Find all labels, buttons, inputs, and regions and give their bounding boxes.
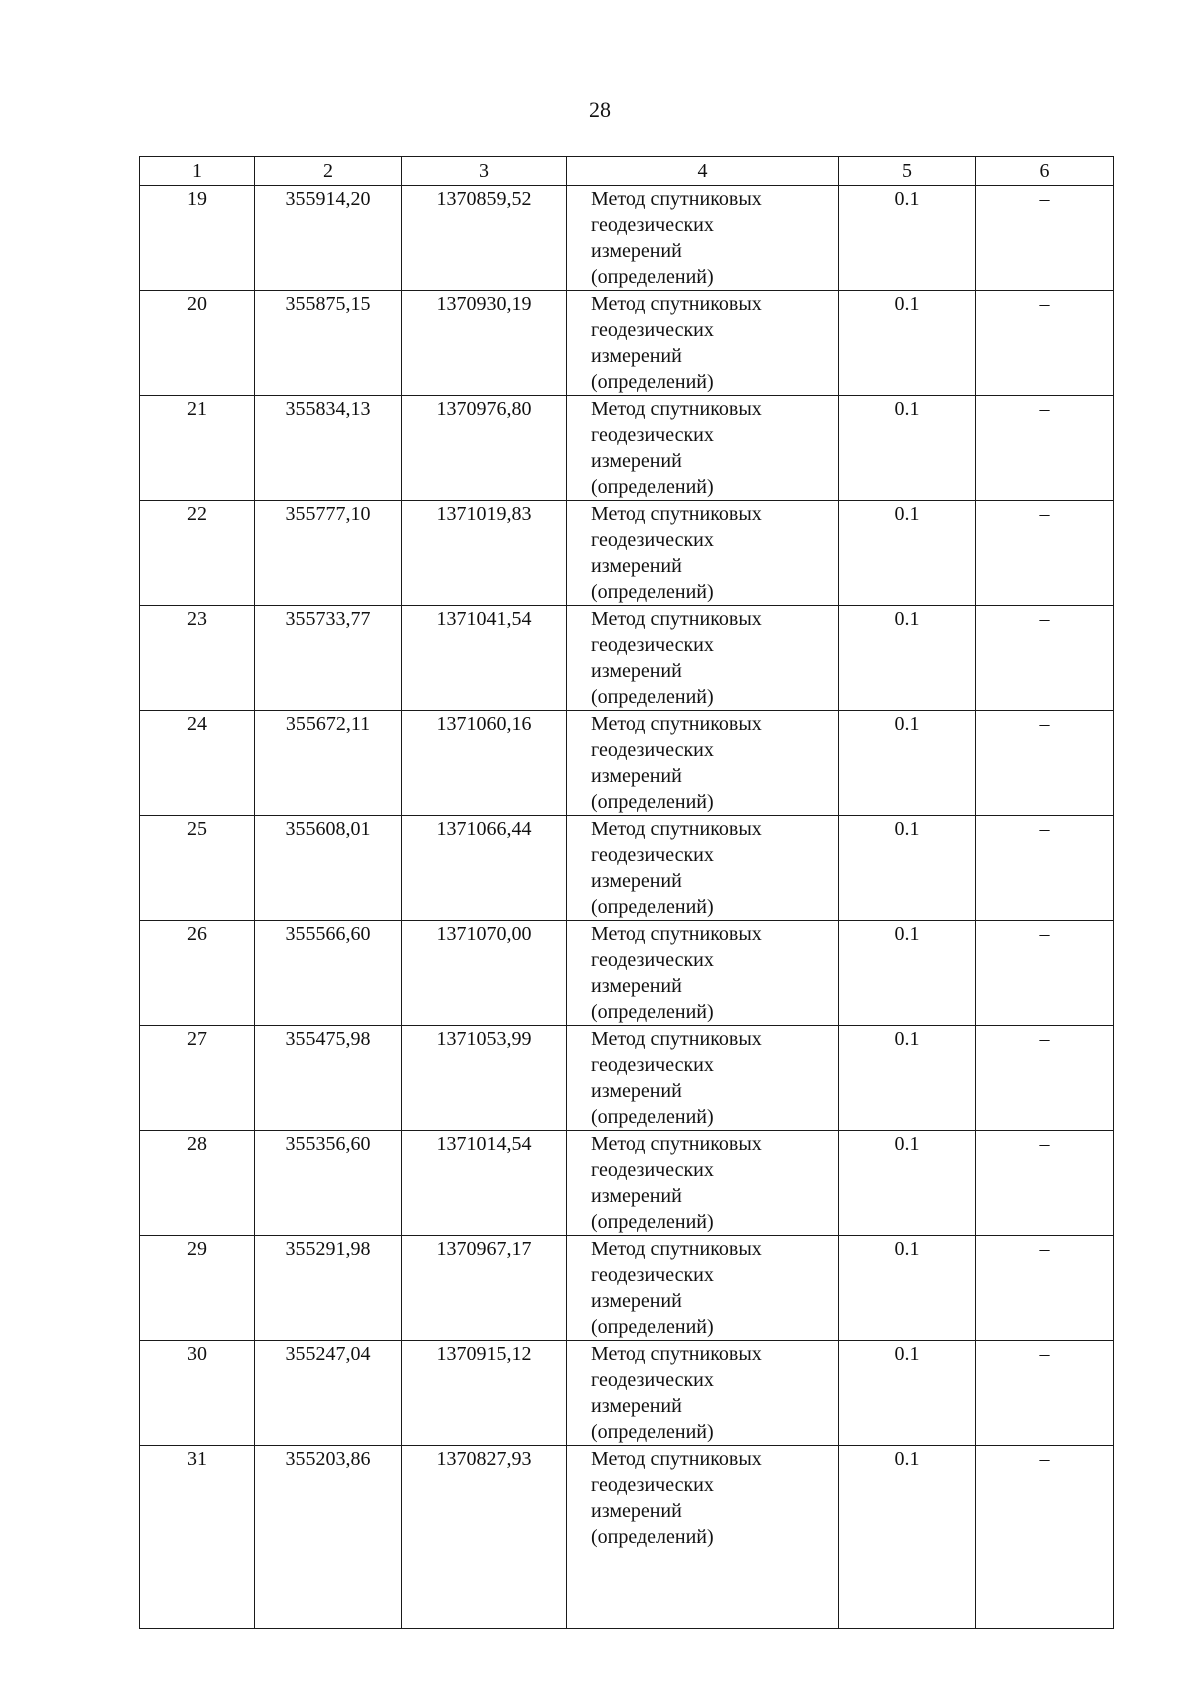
method-line: геодезических (591, 1474, 714, 1496)
method-line: геодезических (591, 949, 714, 971)
note-cell: – (976, 501, 1114, 606)
table-header-row (140, 157, 1114, 186)
point-number-cell: 22 (140, 501, 255, 606)
y-coordinate-cell: 1371014,54 (402, 1131, 567, 1236)
method-line: измерений (591, 1500, 682, 1522)
y-coordinate-cell: 1371066,44 (402, 816, 567, 921)
method-line: (определений) (591, 1526, 714, 1548)
note-cell: – (976, 1026, 1114, 1131)
coordinates-table (139, 156, 1114, 1629)
method-line: геодезических (591, 1054, 714, 1076)
method-line: (определений) (591, 686, 714, 708)
method-line: Метод спутниковых (591, 1448, 762, 1470)
table-row (140, 711, 1114, 816)
point-number-cell: 26 (140, 921, 255, 1026)
note-cell: – (976, 816, 1114, 921)
x-coordinate-cell: 355672,11 (255, 711, 402, 816)
method-line: Метод спутниковых (591, 923, 762, 945)
accuracy-cell: 0.1 (839, 921, 976, 1026)
y-coordinate-cell: 1371070,00 (402, 921, 567, 1026)
table-row (140, 1341, 1114, 1446)
point-number-cell: 21 (140, 396, 255, 501)
method-line: геодезических (591, 214, 714, 236)
column-header: 5 (839, 157, 976, 186)
method-cell (567, 291, 839, 396)
table-row (140, 1446, 1114, 1629)
x-coordinate-cell: 355875,15 (255, 291, 402, 396)
method-line: измерений (591, 975, 682, 997)
column-header: 3 (402, 157, 567, 186)
method-cell (567, 186, 839, 291)
point-number-cell: 29 (140, 1236, 255, 1341)
method-line: (определений) (591, 896, 714, 918)
method-line: геодезических (591, 424, 714, 446)
method-line: (определений) (591, 791, 714, 813)
y-coordinate-cell: 1370976,80 (402, 396, 567, 501)
column-header: 1 (140, 157, 255, 186)
method-line: (определений) (591, 1421, 714, 1443)
x-coordinate-cell: 355356,60 (255, 1131, 402, 1236)
method-line: (определений) (591, 1211, 714, 1233)
y-coordinate-cell: 1371019,83 (402, 501, 567, 606)
method-line: измерений (591, 450, 682, 472)
column-header: 4 (567, 157, 839, 186)
table-row (140, 186, 1114, 291)
method-cell (567, 1236, 839, 1341)
method-line: геодезических (591, 1369, 714, 1391)
accuracy-cell: 0.1 (839, 396, 976, 501)
method-line: Метод спутниковых (591, 608, 762, 630)
x-coordinate-cell: 355203,86 (255, 1446, 402, 1629)
x-coordinate-cell: 355566,60 (255, 921, 402, 1026)
y-coordinate-cell: 1370827,93 (402, 1446, 567, 1629)
method-line: (определений) (591, 476, 714, 498)
method-cell (567, 921, 839, 1026)
y-coordinate-cell: 1370915,12 (402, 1341, 567, 1446)
note-cell: – (976, 606, 1114, 711)
y-coordinate-cell: 1370859,52 (402, 186, 567, 291)
table-row (140, 921, 1114, 1026)
method-line: Метод спутниковых (591, 398, 762, 420)
y-coordinate-cell: 1371053,99 (402, 1026, 567, 1131)
x-coordinate-cell: 355733,77 (255, 606, 402, 711)
note-cell: – (976, 291, 1114, 396)
table-row (140, 606, 1114, 711)
method-line: измерений (591, 1185, 682, 1207)
method-line: Метод спутниковых (591, 1133, 762, 1155)
point-number-cell: 19 (140, 186, 255, 291)
method-line: измерений (591, 555, 682, 577)
table-row (140, 501, 1114, 606)
accuracy-cell: 0.1 (839, 606, 976, 711)
method-line: геодезических (591, 1264, 714, 1286)
column-header: 6 (976, 157, 1114, 186)
point-number-cell: 23 (140, 606, 255, 711)
method-line: Метод спутниковых (591, 1343, 762, 1365)
accuracy-cell: 0.1 (839, 291, 976, 396)
table-row (140, 816, 1114, 921)
x-coordinate-cell: 355608,01 (255, 816, 402, 921)
method-line: (определений) (591, 1001, 714, 1023)
accuracy-cell: 0.1 (839, 1131, 976, 1236)
x-coordinate-cell: 355834,13 (255, 396, 402, 501)
method-line: геодезических (591, 739, 714, 761)
accuracy-cell: 0.1 (839, 1236, 976, 1341)
note-cell: – (976, 396, 1114, 501)
table-row (140, 396, 1114, 501)
method-line: геодезических (591, 1159, 714, 1181)
point-number-cell: 30 (140, 1341, 255, 1446)
accuracy-cell: 0.1 (839, 186, 976, 291)
accuracy-cell: 0.1 (839, 1026, 976, 1131)
y-coordinate-cell: 1370967,17 (402, 1236, 567, 1341)
x-coordinate-cell: 355475,98 (255, 1026, 402, 1131)
method-cell (567, 501, 839, 606)
method-cell (567, 1026, 839, 1131)
note-cell: – (976, 921, 1114, 1026)
column-header: 2 (255, 157, 402, 186)
method-line: измерений (591, 345, 682, 367)
method-line: (определений) (591, 371, 714, 393)
method-cell (567, 606, 839, 711)
method-cell (567, 1341, 839, 1446)
table-row (140, 1236, 1114, 1341)
note-cell: – (976, 1341, 1114, 1446)
method-line: измерений (591, 660, 682, 682)
table-row (140, 291, 1114, 396)
table-body (140, 157, 1114, 1629)
y-coordinate-cell: 1371041,54 (402, 606, 567, 711)
method-line: (определений) (591, 581, 714, 603)
method-line: измерений (591, 1395, 682, 1417)
method-line: Метод спутниковых (591, 503, 762, 525)
method-line: измерений (591, 1080, 682, 1102)
method-line: измерений (591, 240, 682, 262)
y-coordinate-cell: 1370930,19 (402, 291, 567, 396)
point-number-cell: 27 (140, 1026, 255, 1131)
method-line: геодезических (591, 319, 714, 341)
page-number: 28 (589, 97, 611, 122)
point-number-cell: 20 (140, 291, 255, 396)
method-cell (567, 1446, 839, 1629)
method-line: Метод спутниковых (591, 713, 762, 735)
accuracy-cell: 0.1 (839, 711, 976, 816)
note-cell: – (976, 711, 1114, 816)
y-coordinate-cell: 1371060,16 (402, 711, 567, 816)
method-line: Метод спутниковых (591, 188, 762, 210)
method-cell (567, 396, 839, 501)
method-line: геодезических (591, 844, 714, 866)
accuracy-cell: 0.1 (839, 501, 976, 606)
accuracy-cell: 0.1 (839, 1446, 976, 1629)
method-line: Метод спутниковых (591, 1028, 762, 1050)
note-cell: – (976, 1236, 1114, 1341)
point-number-cell: 28 (140, 1131, 255, 1236)
method-line: геодезических (591, 529, 714, 551)
x-coordinate-cell: 355291,98 (255, 1236, 402, 1341)
point-number-cell: 31 (140, 1446, 255, 1629)
accuracy-cell: 0.1 (839, 1341, 976, 1446)
x-coordinate-cell: 355247,04 (255, 1341, 402, 1446)
point-number-cell: 25 (140, 816, 255, 921)
method-line: Метод спутниковых (591, 293, 762, 315)
accuracy-cell: 0.1 (839, 816, 976, 921)
method-line: (определений) (591, 1316, 714, 1338)
method-line: измерений (591, 1290, 682, 1312)
table-row (140, 1131, 1114, 1236)
method-cell (567, 1131, 839, 1236)
method-cell (567, 816, 839, 921)
table-row (140, 1026, 1114, 1131)
method-line: геодезических (591, 634, 714, 656)
note-cell: – (976, 1131, 1114, 1236)
method-line: измерений (591, 870, 682, 892)
x-coordinate-cell: 355914,20 (255, 186, 402, 291)
x-coordinate-cell: 355777,10 (255, 501, 402, 606)
method-cell (567, 711, 839, 816)
method-line: измерений (591, 765, 682, 787)
point-number-cell: 24 (140, 711, 255, 816)
note-cell: – (976, 186, 1114, 291)
note-cell: – (976, 1446, 1114, 1629)
method-line: Метод спутниковых (591, 818, 762, 840)
method-line: Метод спутниковых (591, 1238, 762, 1260)
method-line: (определений) (591, 266, 714, 288)
method-line: (определений) (591, 1106, 714, 1128)
